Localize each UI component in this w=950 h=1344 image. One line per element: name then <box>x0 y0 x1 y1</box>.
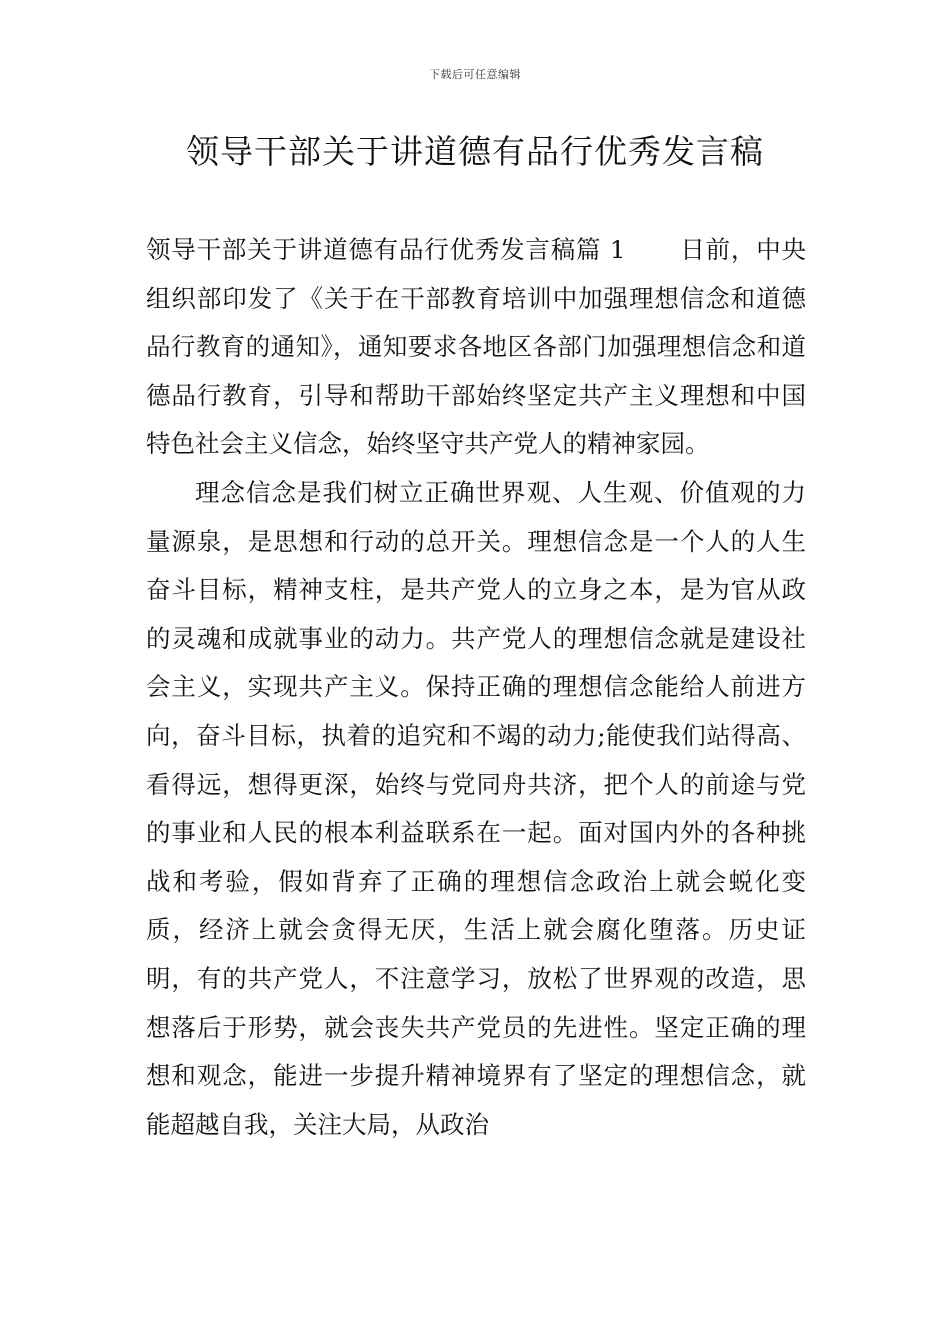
header-note: 下载后可任意编辑 <box>429 68 521 81</box>
paragraph-1-text: 日前，中央组织部印发了《关于在干部教育培训中加强理想信念和道德品行教育的通知》，通知要求各地区各部门加强理想信念和道德品行教育，引导和帮助干部始终坚定共产主义理想和中国特色社会主义信念，始终坚守共产党人的精神家园。 <box>146 235 806 459</box>
document-body <box>146 226 806 1149</box>
paragraph-1-lead: 领导干部关于讲道德有品行优秀发言稿篇 1 <box>146 235 626 264</box>
document-title: 领导干部关于讲道德有品行优秀发言稿 <box>186 132 764 171</box>
paragraph-2: 理念信念是我们树立正确世界观、人生观、价值观的力量源泉，是思想和行动的总开关。理想信念是一个人的人生奋斗目标，精神支柱，是共产党人的立身之本，是为官从政的灵魂和成就事业的动力。共产党人的理想信念就是建设社会主义，实现共产主义。保持正确的理想信念能给人前进方向，奋斗目标，执着的追究和不竭的动力;能使我们站得高、看得远，想得更深，始终与党同舟共济，把个人的前途与党的事业和人民的根本利益联系在一起。面对国内外的各种挑战和考验，假如背弃了正确的理想信念政治上就会蜕化变质，经济上就会贪得无厌，生活上就会腐化堕落。历史证明，有的共产党人，不注意学习，放松了世界观的改造，思想落后于形势，就会丧失共产党员的先进性。坚定正确的理想和观念，能进一步提升精神境界有了坚定的理想信念，就能超越自我，关注大局，从政治 <box>146 477 806 1139</box>
paragraph-1 <box>146 226 806 469</box>
